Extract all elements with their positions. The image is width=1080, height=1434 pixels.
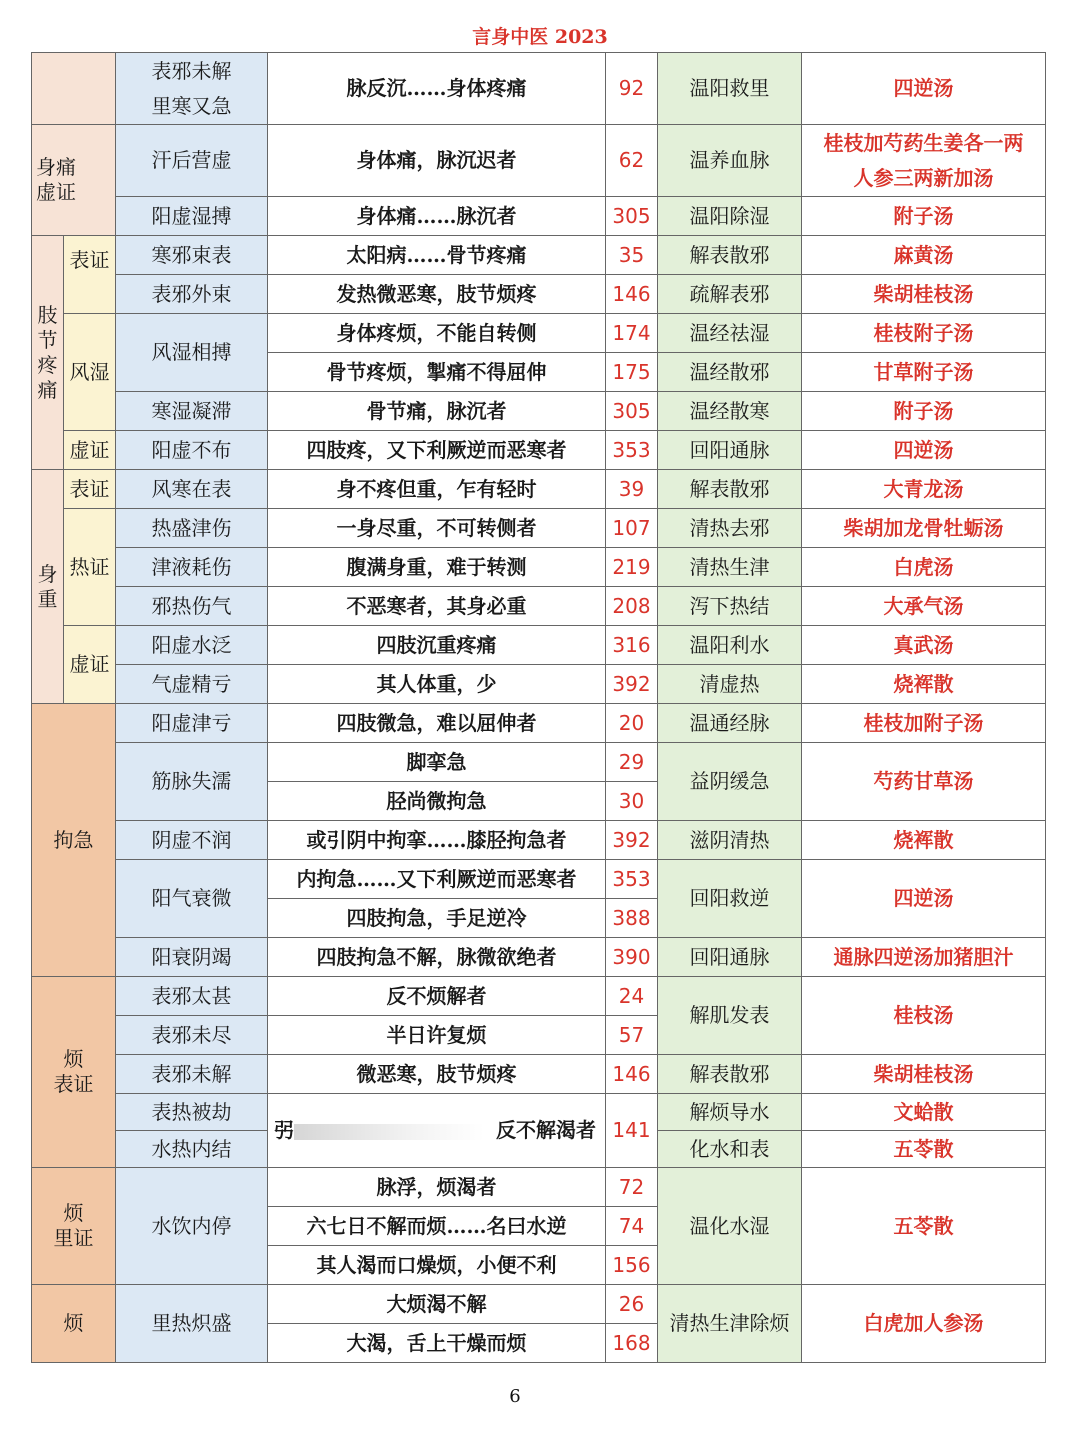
- clause-number: 305: [606, 392, 658, 431]
- symptom-cell: 半日许复烦: [268, 1016, 606, 1055]
- subgroup-label: 风湿: [64, 314, 116, 431]
- symptom-cell: 骨节痛，脉沉者: [268, 392, 606, 431]
- symptom-cell: 脉反沉……身体疼痛: [268, 53, 606, 125]
- group-label: 身痛虚证: [32, 125, 116, 236]
- formula-cell: 桂枝加附子汤: [802, 704, 1046, 743]
- table-row: [32, 665, 1046, 704]
- formula-cell: 烧裈散: [802, 665, 1046, 704]
- symptom-cell: 骨节疼烦，掣痛不得屈伸: [268, 353, 606, 392]
- pattern-cell: 阳虚湿搏: [116, 197, 268, 236]
- formula-cell: 通脉四逆汤加猪胆汁: [802, 938, 1046, 977]
- group-label: [32, 977, 116, 1168]
- method-cell: 温养血脉: [658, 125, 802, 197]
- method-cell: 泻下热结: [658, 587, 802, 626]
- pattern-cell: 寒邪束表: [116, 236, 268, 275]
- symptom-cell: 其人渴而口燥烦，小便不利: [268, 1246, 606, 1285]
- table-row: [32, 1055, 1046, 1094]
- formula-cell: 芍药甘草汤: [802, 743, 1046, 821]
- clause-number: 29: [606, 743, 658, 782]
- symptom-cell: 四肢疼，又下利厥逆而恶寒者: [268, 431, 606, 470]
- pattern-cell: 寒湿凝滞: [116, 392, 268, 431]
- clause-number: 35: [606, 236, 658, 275]
- subgroup-label: 表证: [64, 470, 116, 509]
- symptom-cell: 身不疼但重，乍有轻时: [268, 470, 606, 509]
- clause-number: 174: [606, 314, 658, 353]
- pattern-cell: 阴虚不润: [116, 821, 268, 860]
- clause-number: 305: [606, 197, 658, 236]
- formula-cell: 烧裈散: [802, 821, 1046, 860]
- group-label: 肢节疼痛: [32, 236, 64, 470]
- clause-number: 388: [606, 899, 658, 938]
- table-row: [32, 509, 1046, 548]
- clause-number: 72: [606, 1168, 658, 1207]
- table-row: [32, 392, 1046, 431]
- pattern-cell: 水饮内停: [116, 1168, 268, 1285]
- symptom-cell: 一身尽重，不可转侧者: [268, 509, 606, 548]
- method-cell: 清热去邪: [658, 509, 802, 548]
- formula-cell: 四逆汤: [802, 53, 1046, 125]
- symptom-text: 反不解渴者: [496, 1118, 596, 1142]
- table-row: [32, 821, 1046, 860]
- formula-line: 人参三两新加汤: [853, 165, 994, 190]
- symptom-cell: 微恶寒，肢节烦疼: [268, 1055, 606, 1094]
- subgroup-label: 虚证: [64, 431, 116, 470]
- clause-number: 390: [606, 938, 658, 977]
- clause-number: 74: [606, 1207, 658, 1246]
- clause-number: 146: [606, 275, 658, 314]
- clause-number: 392: [606, 821, 658, 860]
- syndrome-table: [31, 52, 1046, 1363]
- symptom-cell: 四肢拘急，手足逆冷: [268, 899, 606, 938]
- table-row: [32, 431, 1046, 470]
- symptom-cell: 身体痛……脉沉者: [268, 197, 606, 236]
- pattern-cell: [116, 53, 268, 125]
- formula-cell: 麻黄汤: [802, 236, 1046, 275]
- clause-number: 392: [606, 665, 658, 704]
- clause-number: 20: [606, 704, 658, 743]
- pattern-cell: 阳虚不布: [116, 431, 268, 470]
- pattern-cell: 阳虚水泛: [116, 626, 268, 665]
- symptom-prefix: 弜: [274, 1118, 294, 1142]
- group-label: [32, 1168, 116, 1285]
- group-label-line: 里证: [53, 1226, 94, 1250]
- method-cell: 温阳利水: [658, 626, 802, 665]
- symptom-cell: 身体痛，脉沉迟者: [268, 125, 606, 197]
- group-cell-empty: [32, 53, 116, 125]
- method-cell: 益阴缓急: [658, 743, 802, 821]
- pattern-cell: 水热内结: [116, 1131, 268, 1168]
- clause-number: 146: [606, 1055, 658, 1094]
- formula-cell: 桂枝汤: [802, 977, 1046, 1055]
- table-row: [32, 977, 1046, 1016]
- subgroup-label: 热证: [64, 509, 116, 626]
- redacted-region: [294, 1124, 484, 1140]
- clause-number: 107: [606, 509, 658, 548]
- formula-cell: 白虎加人参汤: [802, 1285, 1046, 1363]
- pattern-cell: 表邪外束: [116, 275, 268, 314]
- pattern-cell: 津液耗伤: [116, 548, 268, 587]
- formula-cell: 大青龙汤: [802, 470, 1046, 509]
- clause-number: 168: [606, 1324, 658, 1363]
- table-row: [32, 197, 1046, 236]
- formula-cell: 文蛤散: [802, 1094, 1046, 1131]
- method-cell: 化水和表: [658, 1131, 802, 1168]
- subgroup-label: 表证: [64, 236, 116, 314]
- clause-number: 175: [606, 353, 658, 392]
- pattern-line: 里寒又急: [151, 93, 232, 118]
- pattern-cell: 表热被劫: [116, 1094, 268, 1131]
- clause-number: 208: [606, 587, 658, 626]
- table-row: [32, 860, 1046, 899]
- clause-number: 24: [606, 977, 658, 1016]
- symptom-cell: 不恶寒者，其身必重: [268, 587, 606, 626]
- table-row: [32, 587, 1046, 626]
- formula-line: 桂枝加芍药生姜各一两: [823, 130, 1024, 155]
- pattern-cell: 气虚精亏: [116, 665, 268, 704]
- pattern-cell: 阳虚津亏: [116, 704, 268, 743]
- formula-cell: 五苓散: [802, 1168, 1046, 1285]
- symptom-cell: 太阳病……骨节疼痛: [268, 236, 606, 275]
- clause-number: 156: [606, 1246, 658, 1285]
- symptom-cell: 大渴，舌上干燥而烦: [268, 1324, 606, 1363]
- formula-cell: 附子汤: [802, 197, 1046, 236]
- symptom-cell: 大烦渴不解: [268, 1285, 606, 1324]
- formula-cell: 大承气汤: [802, 587, 1046, 626]
- table-row: [32, 626, 1046, 665]
- pattern-cell: 阳气衰微: [116, 860, 268, 938]
- method-cell: 解表散邪: [658, 470, 802, 509]
- formula-cell: 桂枝附子汤: [802, 314, 1046, 353]
- method-cell: 温经祛湿: [658, 314, 802, 353]
- method-cell: 解烦导水: [658, 1094, 802, 1131]
- pattern-cell: 邪热伤气: [116, 587, 268, 626]
- page-header: 言身中医 2023: [472, 26, 608, 48]
- clause-number: 26: [606, 1285, 658, 1324]
- pattern-cell: 阳衰阴竭: [116, 938, 268, 977]
- method-cell: 清热生津除烦: [658, 1285, 802, 1363]
- method-cell: 温经散邪: [658, 353, 802, 392]
- symptom-cell: 发热微恶寒，肢节烦疼: [268, 275, 606, 314]
- symptom-cell: 四肢微急，难以屈伸者: [268, 704, 606, 743]
- formula-cell: 柴胡桂枝汤: [802, 275, 1046, 314]
- pattern-line: 表邪未解: [151, 58, 232, 83]
- pattern-cell: 筋脉失濡: [116, 743, 268, 821]
- table-row: [32, 704, 1046, 743]
- pattern-cell: 风寒在表: [116, 470, 268, 509]
- group-label: 烦: [32, 1285, 116, 1363]
- clause-number: 353: [606, 431, 658, 470]
- clause-number: 39: [606, 470, 658, 509]
- table-row: [32, 236, 1046, 275]
- symptom-cell: 腹满身重，难于转测: [268, 548, 606, 587]
- table-row: [32, 1285, 1046, 1324]
- symptom-cell: [268, 1094, 606, 1168]
- table-row: [32, 938, 1046, 977]
- group-label-line: 烦: [63, 1047, 84, 1071]
- group-label-line: 表证: [53, 1072, 94, 1096]
- method-cell: 解表散邪: [658, 236, 802, 275]
- group-label-line: 烦: [63, 1201, 84, 1225]
- pattern-cell: 表邪未尽: [116, 1016, 268, 1055]
- group-label: 身重: [32, 470, 64, 704]
- method-cell: 温经散寒: [658, 392, 802, 431]
- symptom-cell: 四肢拘急不解，脉微欲绝者: [268, 938, 606, 977]
- clause-number: 92: [606, 53, 658, 125]
- method-cell: 温通经脉: [658, 704, 802, 743]
- symptom-cell: 或引阴中拘挛……膝胫拘急者: [268, 821, 606, 860]
- method-cell: 回阳救逆: [658, 860, 802, 938]
- clause-number: 62: [606, 125, 658, 197]
- pattern-cell: 表邪太甚: [116, 977, 268, 1016]
- clause-number: 141: [606, 1094, 658, 1168]
- clause-number: 30: [606, 782, 658, 821]
- symptom-cell: 脉浮，烦渴者: [268, 1168, 606, 1207]
- symptom-cell: 六七日不解而烦……名曰水逆: [268, 1207, 606, 1246]
- group-label: 拘急: [32, 704, 116, 977]
- symptom-cell: 反不烦解者: [268, 977, 606, 1016]
- table-row: [32, 1094, 1046, 1131]
- formula-cell: 附子汤: [802, 392, 1046, 431]
- formula-cell: 白虎汤: [802, 548, 1046, 587]
- clause-number: 57: [606, 1016, 658, 1055]
- method-cell: 清虚热: [658, 665, 802, 704]
- formula-cell: [802, 125, 1046, 197]
- formula-cell: 四逆汤: [802, 431, 1046, 470]
- method-cell: 疏解表邪: [658, 275, 802, 314]
- table-row: [32, 1168, 1046, 1207]
- formula-cell: 四逆汤: [802, 860, 1046, 938]
- table-row: [32, 470, 1046, 509]
- table-row: [32, 275, 1046, 314]
- symptom-cell: 身体疼烦，不能自转侧: [268, 314, 606, 353]
- symptom-cell: 胫尚微拘急: [268, 782, 606, 821]
- formula-cell: 柴胡桂枝汤: [802, 1055, 1046, 1094]
- table-row: [32, 314, 1046, 353]
- symptom-cell: 脚挛急: [268, 743, 606, 782]
- symptom-cell: 内拘急……又下利厥逆而恶寒者: [268, 860, 606, 899]
- table-row: [32, 53, 1046, 125]
- formula-cell: 五苓散: [802, 1131, 1046, 1168]
- pattern-cell: 风湿相搏: [116, 314, 268, 392]
- method-cell: 清热生津: [658, 548, 802, 587]
- page-number: 6: [509, 1386, 521, 1407]
- formula-cell: 柴胡加龙骨牡蛎汤: [802, 509, 1046, 548]
- method-cell: 滋阴清热: [658, 821, 802, 860]
- formula-cell: 真武汤: [802, 626, 1046, 665]
- subgroup-label: 虚证: [64, 626, 116, 704]
- formula-cell: 甘草附子汤: [802, 353, 1046, 392]
- method-cell: 回阳通脉: [658, 431, 802, 470]
- table-row: [32, 125, 1046, 197]
- clause-number: 353: [606, 860, 658, 899]
- pattern-cell: 热盛津伤: [116, 509, 268, 548]
- clause-number: 316: [606, 626, 658, 665]
- method-cell: 解肌发表: [658, 977, 802, 1055]
- symptom-cell: 四肢沉重疼痛: [268, 626, 606, 665]
- method-cell: 解表散邪: [658, 1055, 802, 1094]
- clause-number: 219: [606, 548, 658, 587]
- pattern-cell: 表邪未解: [116, 1055, 268, 1094]
- method-cell: 回阳通脉: [658, 938, 802, 977]
- table-row: [32, 743, 1046, 782]
- table-row: [32, 548, 1046, 587]
- pattern-cell: 汗后营虚: [116, 125, 268, 197]
- method-cell: 温阳救里: [658, 53, 802, 125]
- pattern-cell: 里热炽盛: [116, 1285, 268, 1363]
- symptom-cell: 其人体重，少: [268, 665, 606, 704]
- method-cell: 温阳除湿: [658, 197, 802, 236]
- method-cell: 温化水湿: [658, 1168, 802, 1285]
